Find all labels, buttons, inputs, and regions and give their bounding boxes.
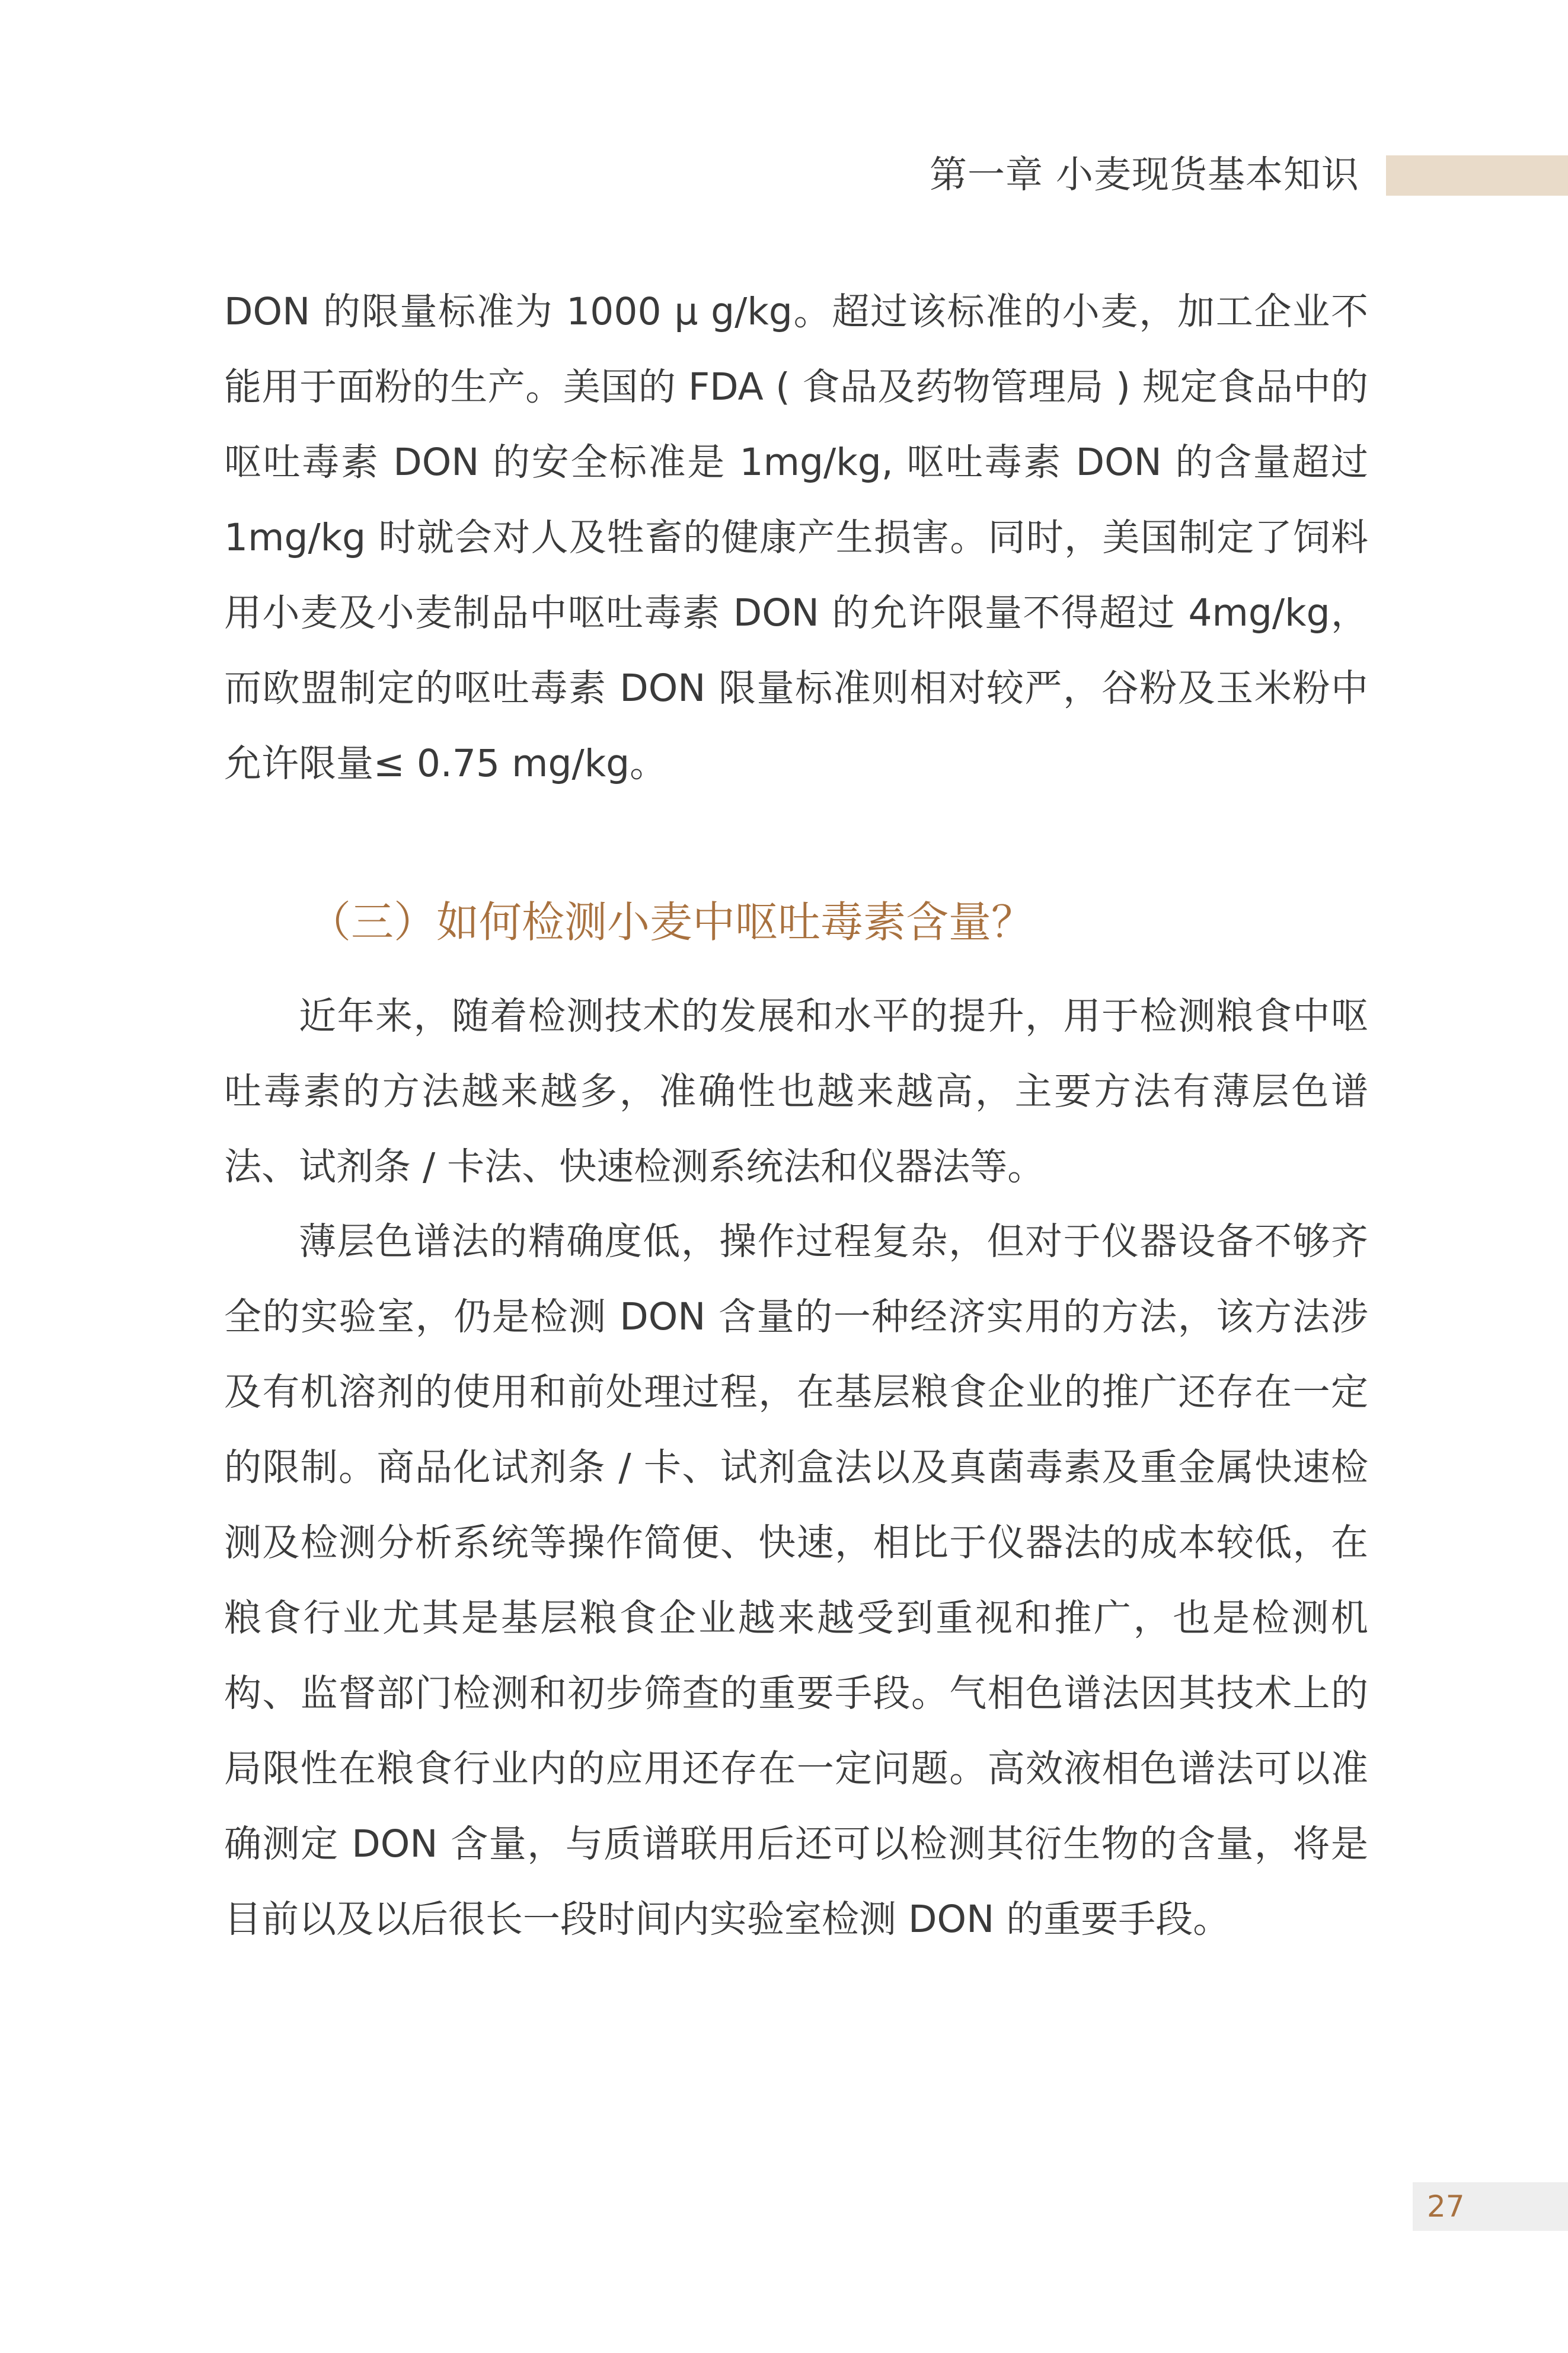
section-heading: （三）如何检测小麦中呕吐毒素含量？ (308, 897, 1034, 947)
paragraph-detection-methods: 近年来，随着检测技术的发展和水平的提升，用于检测粮食中呕吐毒素的方法越来越多，准确性也越来越高，主要方法有薄层色谱法、试剂条 / 卡法、快速检测系统法和仪器法等。 (224, 994, 1368, 1188)
paragraph-don-limits: DON 的限量标准为 1000 μ g/kg。超过该标准的小麦，加工企业不能用于面粉的生产。美国的 FDA ( 食品及药物管理局 ) 规定食品中的呕吐毒素 DON 的安全标准是 1mg/kg, 呕吐毒素 DON 的含量超过 1mg/kg 时就会对人及牲畜的健康产生损害。同时，美国制定了饲料用小麦及小麦制品中呕吐毒素 DON 的允许限量不得超过 4mg/kg，而欧盟制定的呕吐毒素 DON 限量标准则相对较严，谷粉及玉米粉中允许限量≤ 0.75 mg/kg。 (224, 290, 1368, 785)
page-number: 27 (1427, 2189, 1465, 2224)
header-decorative-bar (1386, 155, 1568, 196)
page-number-box (1413, 2182, 1568, 2231)
paragraph-method-comparison: 薄层色谱法的精确度低，操作过程复杂，但对于仪器设备不够齐全的实验室，仍是检测 DON 含量的一种经济实用的方法，该方法涉及有机溶剂的使用和前处理过程，在基层粮食企业的推广还存在一定的限制。商品化试剂条 / 卡、试剂盒法以及真菌毒素及重金属快速检测及检测分析系统等操作简便、快速，相比于仪器法的成本较低，在粮食行业尤其是基层粮食企业越来越受到重视和推广，也是检测机构、监督部门检测和初步筛查的重要手段。气相色谱法因其技术上的局限性在粮食行业内的应用还存在一定问题。高效液相色谱法可以准确测定 DON 含量，与质谱联用后还可以检测其衍生物的含量，将是目前以及以后很长一段时间内实验室检测 DON 的重要手段。 (224, 1220, 1368, 1941)
chapter-title: 第一章 小麦现货基本知识 (929, 153, 1359, 196)
